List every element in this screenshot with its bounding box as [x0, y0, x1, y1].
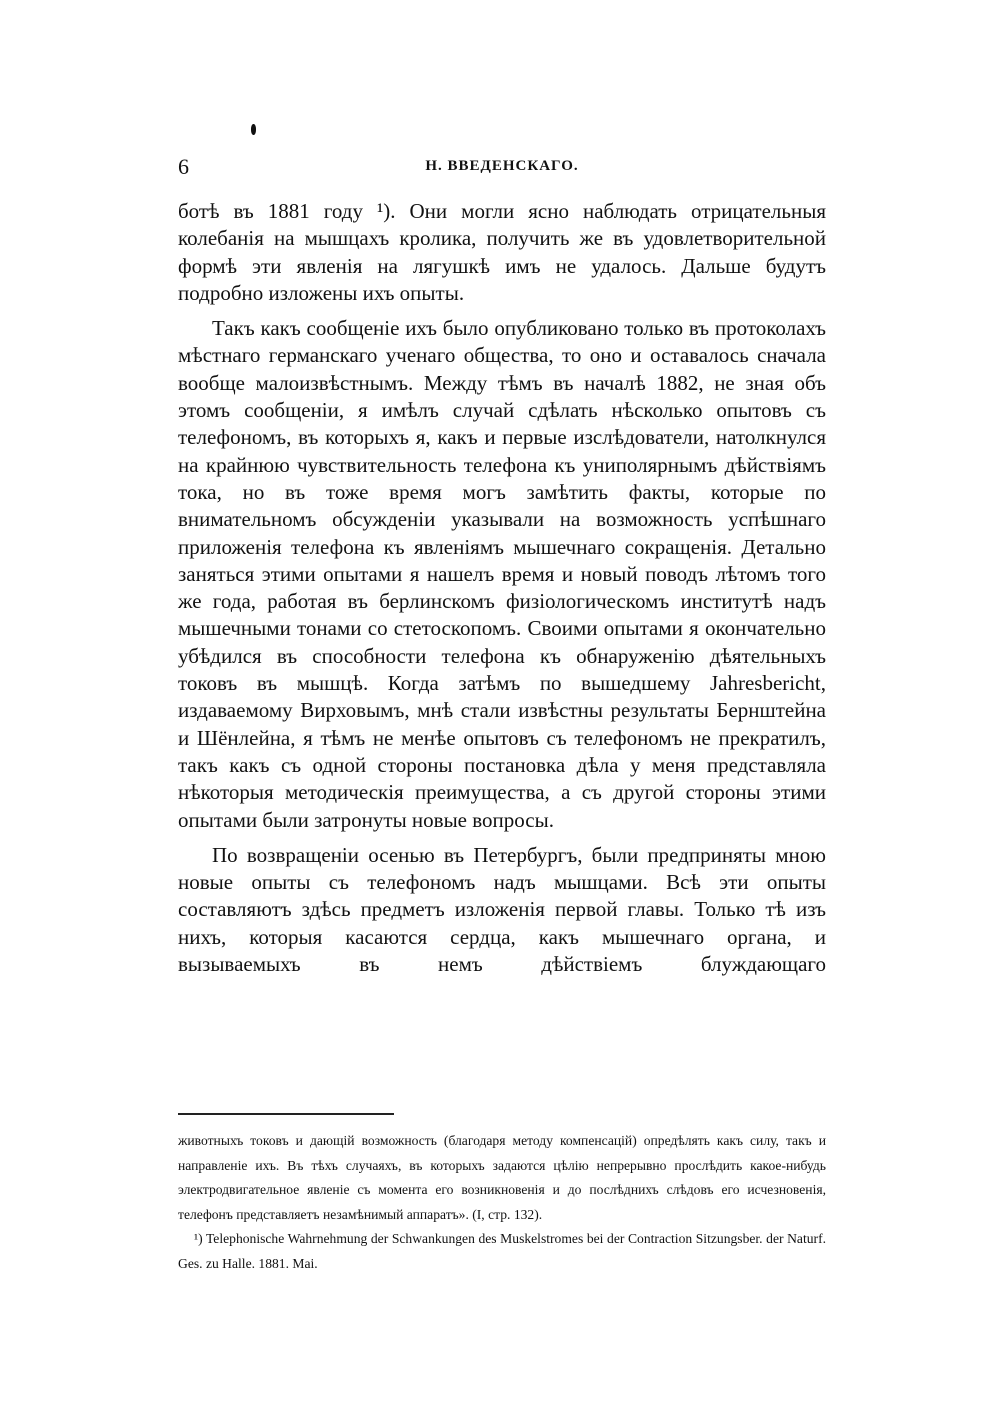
footnote-1: ¹) Telephonische Wahrnehmung der Schwankungen des Muskelstromes bei der Contraction Sitzungsber. der Naturf. Ges. zu Halle. 1881. Mai.: [178, 1231, 826, 1271]
print-speck: [251, 124, 256, 135]
paragraph-1: ботѣ въ 1881 году ¹). Они могли ясно наблюдать отрицательныя колебанія на мышцахъ кролика, получить же въ удовлетворительной формѣ эти явленія на лягушкѣ имъ не удалось. Дальше будутъ подробно изложены ихъ опыты.: [178, 199, 826, 305]
page-header: [178, 154, 826, 182]
footnote-continuation: животныхъ токовъ и дающій возможность (благодаря методу компенсацій) опредѣлять какъ силу, такъ и направленіе ихъ. Въ тѣхъ случаяхъ, въ которыхъ задаются цѣлію непрерывно прослѣдить какое-нибудь электродвигательное явленіе съ момента его возникновенія и до послѣднихъ слѣдовъ его исчезновенія, телефонъ представляетъ незамѣнимый аппаратъ». (I, стр. 132).: [178, 1133, 826, 1222]
paragraph-2: Такъ какъ сообщеніе ихъ было опубликовано только въ протоколахъ мѣстнаго германскаго ученаго общества, то оно и оставалось сначала вообще малоизвѣстнымъ. Между тѣмъ въ началѣ 1882, не зная объ этомъ сообщеніи, я имѣлъ случай сдѣлать нѣсколько опытовъ съ телефономъ, въ которыхъ я, какъ и первые изслѣдователи, натолкнулся на крайнюю чувствительность телефона къ униполярнымъ дѣйствіямъ тока, но въ тоже время могъ замѣтить факты, которые по внимательномъ обсужденіи указывали на возможность успѣшнаго приложенія телефона къ явленіямъ мышечнаго сокращенія. Детально заняться этими опытами я нашелъ время и новый поводъ лѣтомъ того же года, работая въ берлинскомъ физіологическомъ институтѣ надъ мышечными тонами со стетоскопомъ. Своими опытами я окончательно убѣдился въ способности телефона къ обнаруженію дѣятельныхъ токовъ въ мышцѣ. Когда затѣмъ по вышедшему Jahresbericht, издаваемому Вирховымъ, мнѣ стали извѣстны результаты Бернштейна и Шёнлейна, я тѣмъ не менѣе опытовъ съ телефономъ не прекратилъ, такъ какъ съ одной стороны постановка дѣла у меня представляла нѣкоторыя методическія преимущества, а съ другой стороны этими опытами были затронуты новые вопросы.: [178, 316, 826, 832]
running-head: Н. ВВЕДЕНСКАГО.: [425, 158, 579, 174]
page-number: 6: [178, 154, 189, 179]
footnote-rule: [178, 1113, 394, 1115]
paragraph-3: По возвращеніи осенью въ Петербургъ, были предприняты мною новые опыты съ телефономъ надъ мышцами. Всѣ эти опыты составляютъ здѣсь предметъ изложенія первой главы. Только тѣ изъ нихъ, которыя касаются сердца, какъ мышечнаго органа, и вызываемыхъ въ немъ дѣйствіемъ блуждающаго: [178, 842, 826, 977]
body-text: [178, 198, 826, 978]
footnotes: [178, 1129, 826, 1276]
